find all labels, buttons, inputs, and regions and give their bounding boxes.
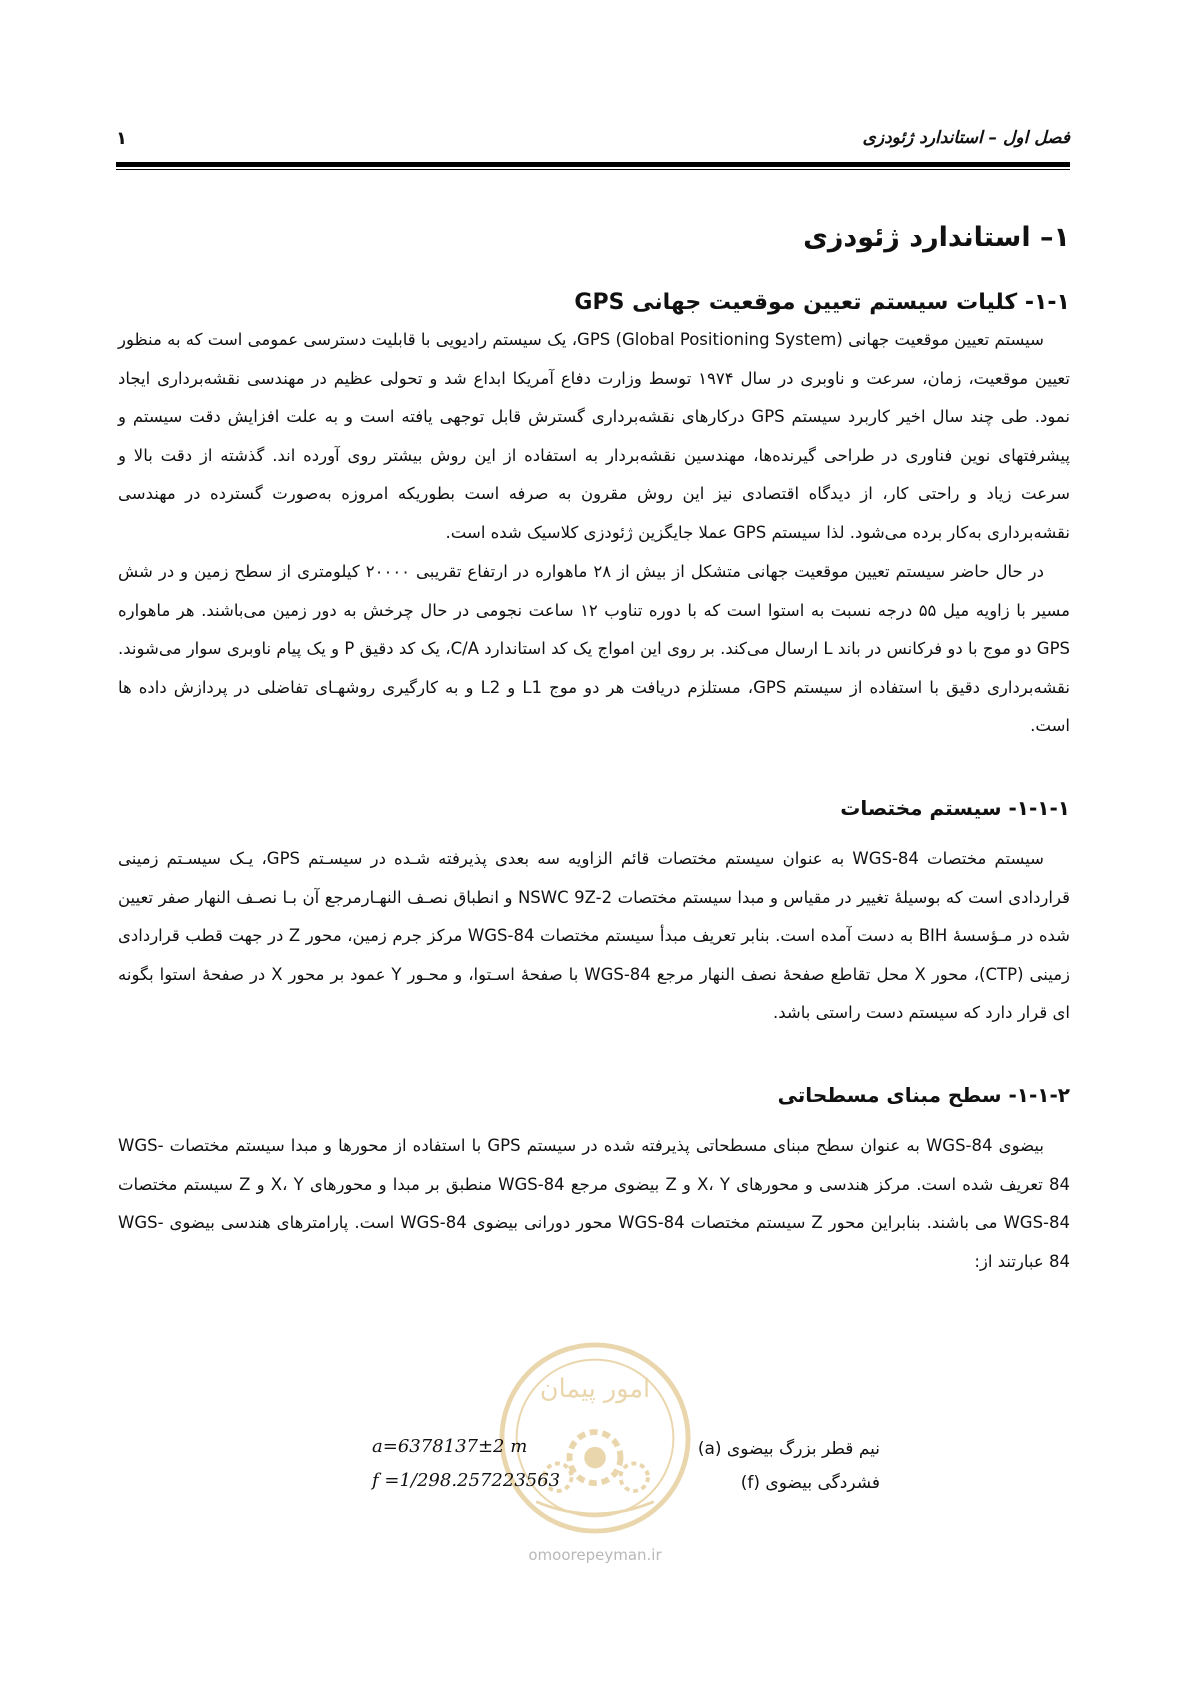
watermark-logo-text: امور پیمان [539, 1373, 651, 1404]
paragraph-text: بیضوی WGS-84 به عنوان سطح مبنای مسطحاتی پذیرفته شده در سیستم GPS با استفاده از محورها و مبدا سیستم مختصات WGS-84 تعریف شده است. مرکز هندسی و محورهای X، Y و Z بیضوی مرجع WGS-84 منطبق بر مبدا و محورهای X، Y و Z سیستم مختصات WGS-84 می باشند. بنابراین محور Z سیستم مختصات WGS-84 محور دورانی بیضوی WGS-84 است. پارامترهای هندسی بیضوی WGS-84 عبارتند از: [118, 1136, 1071, 1271]
paragraph-gps-satellites [118, 553, 1070, 746]
chapter-heading: ۱– استاندارد ژئودزی [803, 222, 1070, 253]
subsection-heading-horizontal-datum: ۱-۱-۲- سطح مبنای مسطحاتی [777, 1083, 1070, 1107]
header-rule-thick [116, 162, 1070, 167]
chapter-title: فصل اول – استاندارد ژئودزی [862, 128, 1070, 148]
parameter-value-flattening: f =1/298.257223563 [372, 1470, 561, 1491]
header-rule-thin [116, 169, 1070, 170]
running-header [116, 128, 1070, 158]
paragraph-text: سیستم تعیین موقعیت جهانی GPS (Global Positioning System)، یک سیستم رادیویی با قابلیت دسترسی عمومی است که به منظور تعیین موقعیت، زمان، سرعت و ناوبری در سال ۱۹۷۴ توسط وزارت دفاع آمریکا ابداع شد و تحولی عظیم در مهندسی نقشه‌برداری ایجاد نمود. طی چند سال اخیر کاربرد سیستم GPS درکارهای نقشه‌برداری گسترش قابل توجهی یافته است و به علت افزایش دقت سیستم و پیشرفتهای نوین فناوری در طراحی گیرنده‌ها، مهندسین نقشه‌بردار به استفاده از این روش بیشتر روی آورده اند. گذشته از دقت بالا و سرعت زیاد و راحتی کار، از دیدگاه اقتصادی نیز این روش مقرون به صرفه است بطوریکه امروزه به‌صورت گسترده در مهندسی نقشه‌برداری به‌کار برده می‌شود. لذا سیستم GPS عملا جایگزین ژئودزی کلاسیک شده است. [118, 330, 1070, 542]
paragraph-gps-intro [118, 321, 1070, 553]
paragraph-horizontal-datum [118, 1127, 1070, 1281]
paragraph-text: سیستم مختصات WGS-84 به عنوان سیستم مختصات قائم الزاویه سه بعدی پذیرفته شـده در سیسـتم GPS، یـک سیسـتم زمینی قراردادی است که بوسیلهٔ تغییر در مقیاس و مبدا سیستم مختصات NSWC 9Z-2 و انطباق نصـف النهـارمرجع آن بـا نصـف النهار صفر تعیین شده در مـؤسسهٔ BIH به دست آمده است. بنابر تعریف مبدأ سیستم مختصات WGS-84 مرکز جرم زمین، محور Z در جهت قطب قراردادی زمینی (CTP)، محور X محل تقاطع صفحهٔ نصف النهار مرجع WGS-84 با صفحهٔ اسـتوا، و محـور Y عمود بر محور X در صفحهٔ استوا بگونه ای قرار دارد که سیستم دست راستی باشد. [118, 849, 1070, 1023]
parameter-value-semi-major-axis: a=6378137±2 m [372, 1436, 528, 1457]
parameter-label-flattening: فشردگی بیضوی (f) [740, 1473, 880, 1493]
paragraph-coordinate-system [118, 840, 1070, 1033]
watermark-site: omoorepeyman.ir [528, 1546, 662, 1564]
paragraph-text: در حال حاضر سیستم تعیین موقعیت جهانی متشکل از بیش از ۲۸ ماهواره در ارتفاع تقریبی ۲۰۰۰۰ کیلومتری از سطح زمین و در شش مسیر با زاویه میل ۵۵ درجه نسبت به استوا است که با دوره تناوب ۱۲ ساعت نجومی در حال چرخش به دور زمین می‌باشند. هر ماهواره GPS دو موج با دو فرکانس در باند L ارسال می‌کند. بر روی این امواج یک کد استاندارد C/A، یک کد دقیق P و یک پیام ناوبری سوار می‌شوند. نقشه‌برداری دقیق با استفاده از سیستم GPS، مستلزم دریافت هر دو موج L1 و L2 و به کارگیری روشهـای تفاضلی در پردازش داده ها است. [118, 562, 1071, 736]
section-heading: ۱-۱- کلیات سیستم تعیین موقعیت جهانی GPS [574, 290, 1070, 315]
parameter-label-semi-major-axis: نیم قطر بزرگ بیضوی (a) [697, 1439, 880, 1459]
page-number: ۱ [116, 128, 127, 149]
subsection-heading-coordinate-system: ۱-۱-۱- سیستم مختصات [840, 796, 1070, 820]
